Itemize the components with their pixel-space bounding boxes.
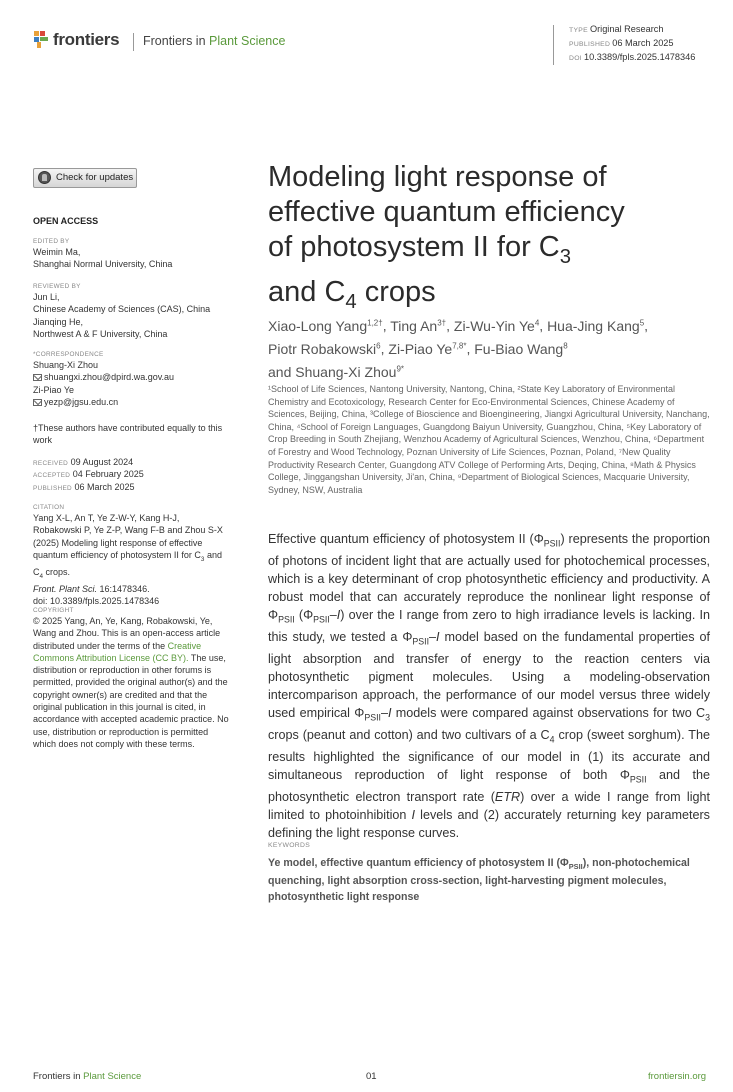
brand-name: frontiers <box>53 30 120 49</box>
corr1-email[interactable]: shuangxi.zhou@dpird.wa.gov.au <box>33 371 233 383</box>
journal-name: Plant Science <box>209 34 286 48</box>
open-access-label: OPEN ACCESS <box>33 216 99 226</box>
affiliations: ¹School of Life Sciences, Nantong University, Nantong, China, ²State Key Laboratory of Environmental Chemistry and Ecotoxicology, Research Center for Eco-Environmental Sciences, Chinese Academy of Sciences, Beijing, China, ³College of Bioscience and Bioengineering, Jiangxi Agricultural University, Nanchang, China, ⁴School of Foreign Languages, Guangdong Baiyun University, Guangzhou, China, ⁵Key Laboratory of Crop Breeding in South Zhejiang, Wenzhou Academy of Agricultural Sciences, Wenzhou, China, ⁶Department of Forestry and Wood Technology, Poznan University of Life Sciences, Poznan, Poland, ⁷New Quality Productivity Research Center, Guangdong ATV College of Performing Arts, Deqing, China, ⁸Math & Physics College, Jinggangshan University, Ji'an, China, ⁹Department of Biological Sciences, Macquarie University, Sydney, NSW, Australia <box>268 384 710 495</box>
author-list: Xiao-Long Yang$^{1,2\dagger}$, Ting $An^{3\dagger}$, Zi-Wu-Yin Ye$^4$, Hua-Jing Kang$^5$, Piotr Robakowski$^6$, Zi-Piao $Ye^{7,8*}$, Fu-Biao Wang$^8$ and Shuang-Xi Zhou$^{9*}$ <box>268 317 649 380</box>
mail-icon <box>33 399 42 406</box>
header-divider <box>133 33 134 51</box>
author-name[interactable]: Zi-Wu-Yin Ye$^4$ <box>453 317 540 334</box>
edited-by-block: EDITED BY Weimin Ma, Shanghai Normal University, China <box>33 238 173 270</box>
journal-title <box>143 34 285 48</box>
abstract: Effective quantum efficiency of photosystem II $(\Phi_{PSII})$ represents the proportion of photons of incident light that are actually used for photochemical processes, which is a key determinant of crop photosynthetic efficiency and productivity. A robust model that can accurately reproduce the nonlinear light response of $\Phi_{PSII}$ $(\Phi_{PSII}-I)$ over the I range from zero to high irradiance levels is lacking. In this study, we tested a $\Phi_{PSII}-I$ model based on the fundamental properties of light absorption and transfer of energy to the reaction centers via photosynthetic pigment molecules. Using a modeling-observation intercomparison approach, the performance of our model versus three widely used empirical $\Phi_{PSII}-I$ models were compared against observations for two $C_3$ crops (peanut and cotton) and two cultivars of a $C_4$ crop (sweet sorghum). The results highlighted the significance of our model in (1) its accurate and simultaneous reproduction of light response of both $\Phi_{PSII}$ and the photosynthetic electron transport rate (ETR) over a wide I range from light limited to photoinhibition I levels and (2) accurately returning key parameters defining the light response curves. <box>268 532 710 841</box>
copyright-block: COPYRIGHT © 2025 Yang, An, Ye, Kang, Robakowski, Ye, Wang and Zhou. This is an open-access article distributed under the terms of the Creative Commons Attribution License (CC BY). The use, distribution or reproduction in other forums is permitted, provided the original author(s) and the copyright owner(s) are credited and that the original publication in this journal is cited, in accordance with accepted academic practice. No use, distribution or reproduction is permitted which does not comply with these terms. <box>33 607 229 749</box>
doi[interactable]: DOI 10.3389/fpls.2025.1478346 <box>569 52 696 62</box>
equal-contribution-note: †These authors have contributed equally to this work <box>33 423 223 446</box>
frontiers-logo-icon <box>33 30 50 49</box>
footer-site-link[interactable]: frontiersin.org <box>648 1071 707 1082</box>
author-name[interactable]: Zi-Piao $Ye^{7,8*}$ <box>388 340 467 357</box>
dates-block: RECEIVED 09 August 2024 ACCEPTED 04 February 2025 PUBLISHED 06 March 2025 <box>33 457 144 492</box>
article-type: TYPE Original Research <box>569 24 664 34</box>
footer-journal: Frontiers in Plant Science <box>33 1071 142 1082</box>
correspondence-block: *CORRESPONDENCE Shuang-Xi Zhou shuangxi.zhou@dpird.wa.gov.au Zi-Piao Ye yezp@jgsu.edu.cn <box>33 350 233 408</box>
author-name[interactable]: Ting $An^{3\dagger}$ <box>390 317 447 334</box>
author-name[interactable]: Xiao-Long Yang$^{1,2\dagger}$ <box>268 317 383 334</box>
mail-icon <box>33 374 42 381</box>
journal-prefix: Frontiers in <box>143 34 206 48</box>
article-title: Modeling light response of effective quantum efficiency of photosystem II for $C_3$ and $C_4$ crops <box>268 161 625 313</box>
published-date: PUBLISHED 06 March 2025 <box>569 38 674 48</box>
corr2-email[interactable]: yezp@jgsu.edu.cn <box>33 396 233 408</box>
keywords-label: KEYWORDS <box>268 842 311 849</box>
meta-divider <box>553 25 554 65</box>
check-updates-button[interactable] <box>33 168 137 188</box>
author-name[interactable]: and Shuang-Xi Zhou$^{9*}$ <box>268 363 404 380</box>
citation-block: CITATION Yang X-L, An T, Ye Z-W-Y, Kang H-J, Robakowski P, Ye Z-P, Wang F-B and Zhou S-X (2025) Modeling light response of effective quantum efficiency of photosystem II for $C_3$ and $C_4$ crops. Front. Plant Sci. 16:1478346. doi: 10.3389/fpls.2025.1478346 <box>33 504 223 607</box>
reviewed-by-block: REVIEWED BY Jun Li, Chinese Academy of Sciences (CAS), China Jianqing He, Northwest A & F University, China <box>33 283 211 339</box>
cc-by-license-link[interactable]: Creative Commons Attribution License (CC BY). <box>33 640 202 663</box>
keywords: Ye model, effective quantum efficiency of photosystem II $(\Phi_{PSII})$, non-photochemical quenching, light absorption cross-section, light-harvesting pigment molecules, photosynthetic light response <box>268 857 690 903</box>
author-name[interactable]: Hua-Jing Kang$^5$ <box>547 317 645 334</box>
update-icon <box>38 171 51 184</box>
page-number: 01 <box>366 1071 377 1082</box>
author-name[interactable]: Piotr Robakowski$^6$ <box>268 340 381 357</box>
author-name[interactable]: Fu-Biao Wang$^8$ <box>474 340 568 357</box>
check-updates-label: Check for updates <box>56 172 134 183</box>
